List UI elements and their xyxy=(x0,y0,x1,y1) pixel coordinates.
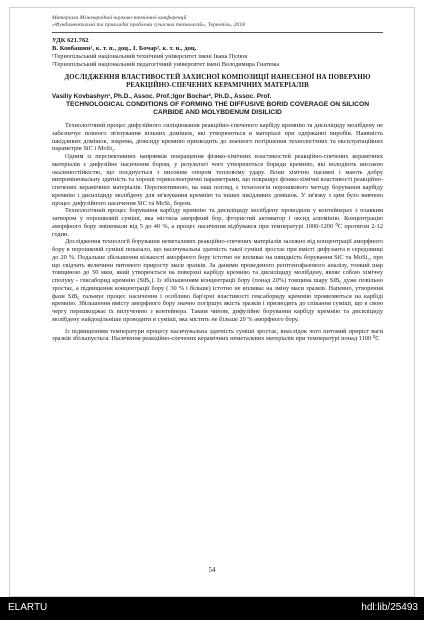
body-paragraph: Технологічний процес борування карбіду кремнію та дисиліциду молібдену проводили у контейнерах з плавким затвором у порошковій суміші, яка містила аморфний бор, фтористий активатор і оксид алюмінію. Концентрацію аморфного бору змінювали від 5 до 40 %, а процес насичення відбувався при температурі 1000-1200 ⁰С протягом 2-12 годин. xyxy=(52,207,383,238)
conference-header-line-2: «Фундаментальні та прикладні проблеми сучасних технологій», Тернопіль, 2018 xyxy=(52,22,245,28)
repository-name: ELARTU xyxy=(8,602,48,613)
body-paragraph: Технологічний процес дифузійного силіціювання реакційно-спеченого карбіду кремнію та дисиліциду молібдену не забезпечує повного зв'язування вільних домішок, які утворюються в матеріалі при одержанні виробів. Наявність шкідливих домішок, зокрема, діоксиду кремнію призводить до значного погіршення технологічних та експлуатаційних параметрів SiC і MoSi₂. xyxy=(52,122,383,153)
handle-id[interactable]: hdl:lib/25493 xyxy=(361,602,418,613)
affiliation-1: ¹Тернопільський національний технічний університет імені Івана Пулюя xyxy=(52,53,248,60)
page-number: 54 xyxy=(208,566,216,574)
conference-header-line-1: Матеріали Міжнародної науково-технічної конференції xyxy=(52,15,187,21)
repository-footer-bar xyxy=(0,597,424,620)
udk-code: УДК 621.762 xyxy=(52,37,89,44)
title-english: TECHNOLOGICAL CONDITIONS OF FORMING THE DIFFUSIVE BORID COVERAGE ON SILICON CARBIDE AND MOLYBDENUM DISILICID xyxy=(65,101,370,117)
header-divider xyxy=(52,32,383,33)
document-page xyxy=(9,7,415,597)
authors-en: Vasiliy Kovbashyn¹, Ph.D., Assoc. Prof.;Igor Bochar², Ph.D., Assoc. Prof. xyxy=(52,93,272,101)
title-ukrainian: ДОСЛІДЖЕННЯ ВЛАСТИВОСТЕЙ ЗАХИСНОЇ КОМПОЗИЦІЇ НАНЕСЕНОЇ НА ПОВЕРХНЮ РЕАКЦІЙНО-СПЕЧЕНИХ КЕРАМІЧНИХ МАТЕРІАЛІВ xyxy=(64,73,371,89)
affiliation-2: ²Тернопільський національний педагогічний університет імені Володимира Гнатюка xyxy=(52,60,280,68)
body-paragraph: Із підвищенням температури процесу насичувальна здатність суміші зростає, внаслідок чого питомий приріст ваги зразків збільшується. Насичення реакційно-спечених керамічних неметалевих матеріалів при температурі понад 1100 ⁰С xyxy=(52,327,383,343)
body-paragraph: Дослідження технології борування неметалевих реакційно-спечених матеріалів залежно від концентрації аморфного бору в порошковій суміші показало, що насичувальна здатність такої суміші зростає при вмісті дифузанта в середовищі до 20 %. Подальше збільшення кількості аморфного бору істотно не впливає на швидкість борування SiC та MoSi₂, про що свідчать величини питомого приросту маси зразків. За даними проведеного рентгенофазового аналізу, тонкий шар товщиною до 50 мкм, який утворюється на поверхні карбіду кремнію та дисиліциду молібдену, являє собою хімічну сполуку - гексаборид кремнію (SiB₆). Із збільшенням концентрації бору (понад 20%) товщина шару SiB₆ дуже повільно зростає, а підвищення концентрації бору ( 30 % і більше) істотно не впливає на зміну маси зразків. Напевно, утворення фази SiB₆ гальмує процес насичення і особливо бар'єрні властивості гексабориду кремнію проявляються на карбіді кремнію. Збільшення вмісту аморфного бору значно погіршує якість зразків і призводить до спікання суміші, що в свою чергу перешкоджає їх вилученню з контейнера. Таким чином, дифузійне борування карбіду кремнію та дисиліциду молібдену найдоцільніше проводити в суміші, яка містить не більше 20 % аморфного бору. xyxy=(52,238,383,323)
page-content xyxy=(52,15,383,343)
body-paragraph: Одним із перспективних напрямків покращення фізико-хімічних властивостей реакційно-спечених керамічних матеріалів є дифузійне насичення бором, у результаті чого утворюються бориди кремнію, які володіють високою окалиностійкістю, що поєднується з високим опором тепловому удару. Вони хімічно пасивні і мають добру випромінювальну здатність та хороші термоелектричні параметрами, що покращує фізико-хімічні властивості реакційно-спечених керамічних матеріалів. Перспективною, на наш погляд, є технологія порошкового методу борування карбіду кремнію і дисиліциду молібдену для зв'язування кремнію та інших шкідливих домішок. У зв'язку з цим було вивчено процес дифузійного насичення SiC та MoSi₂ бором. xyxy=(52,153,383,207)
authors-ua: В. Ковбашин¹, к. т. н., доц., І. Бочар², к. т. н., доц. xyxy=(52,45,197,52)
